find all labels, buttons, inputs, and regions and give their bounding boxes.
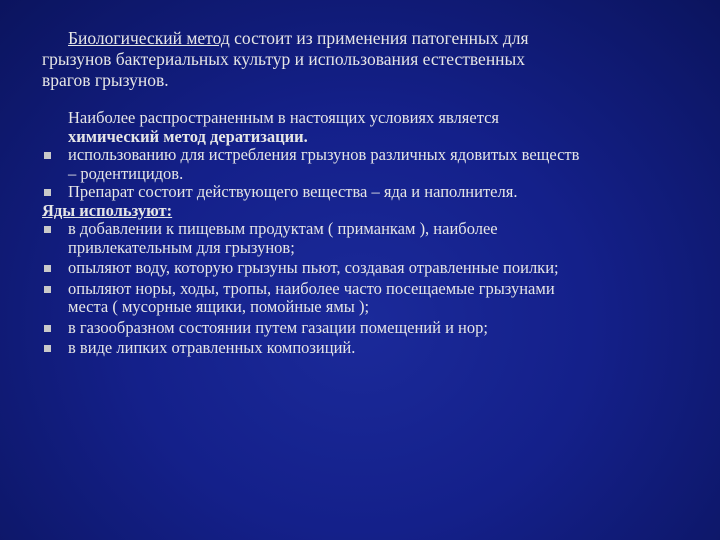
bullet-square-icon	[44, 226, 51, 233]
bullet-square-icon	[44, 325, 51, 332]
list-item	[42, 319, 682, 338]
list-item	[42, 280, 682, 317]
bullet-square-icon	[44, 265, 51, 272]
bullet-square-icon	[44, 189, 51, 196]
list-item-line2: – родентицидов.	[68, 163, 184, 183]
intro-line2: грызунов бактериальных культур и использования естественных	[42, 49, 526, 69]
list-item	[42, 146, 682, 183]
bullet-square-icon	[44, 152, 51, 159]
list-item-line1: опыляют норы, ходы, тропы, наиболее часто посещаемые грызунами	[68, 278, 555, 298]
poisons-heading: Яды используют:	[42, 200, 173, 220]
list-item-line2: места ( мусорные ящики, помойные ямы );	[68, 297, 370, 316]
intro-underlined-term: Биологический метод	[68, 28, 230, 48]
list-item-line1: использованию для истребления грызунов различных ядовитых веществ	[68, 145, 580, 164]
chem-method-line2: химический метод дератизации.	[68, 126, 308, 146]
list-item	[42, 259, 682, 278]
bullet-square-icon	[44, 286, 51, 293]
list-item	[42, 183, 682, 202]
list-item-line2: привлекательным для грызунов;	[68, 237, 295, 257]
bullet-square-icon	[44, 345, 51, 352]
chem-method-line1: Наиболее распространенным в настоящих условиях является	[68, 108, 500, 127]
list-item-line1: в добавлении к пищевым продуктам ( приманкам ), наиболее	[68, 219, 498, 238]
list-item	[42, 220, 682, 257]
slide-content	[42, 28, 682, 358]
intro-paragraph	[42, 28, 682, 91]
list-item-line1: Препарат состоит действующего вещества – яда и наполнителя.	[68, 182, 518, 201]
list-item	[42, 339, 682, 358]
list-item-line1: опыляют воду, которую грызуны пьют, создавая отравленные поилки;	[68, 258, 559, 277]
intro-line1: состоит из применения патогенных для	[229, 28, 529, 48]
intro-line3: врагов грызунов.	[42, 70, 169, 90]
list-item-line1: в газообразном состоянии путем газации помещений и нор;	[68, 317, 488, 337]
main-list	[42, 109, 682, 358]
list-item-line1: в виде липких отравленных композиций.	[68, 338, 356, 357]
